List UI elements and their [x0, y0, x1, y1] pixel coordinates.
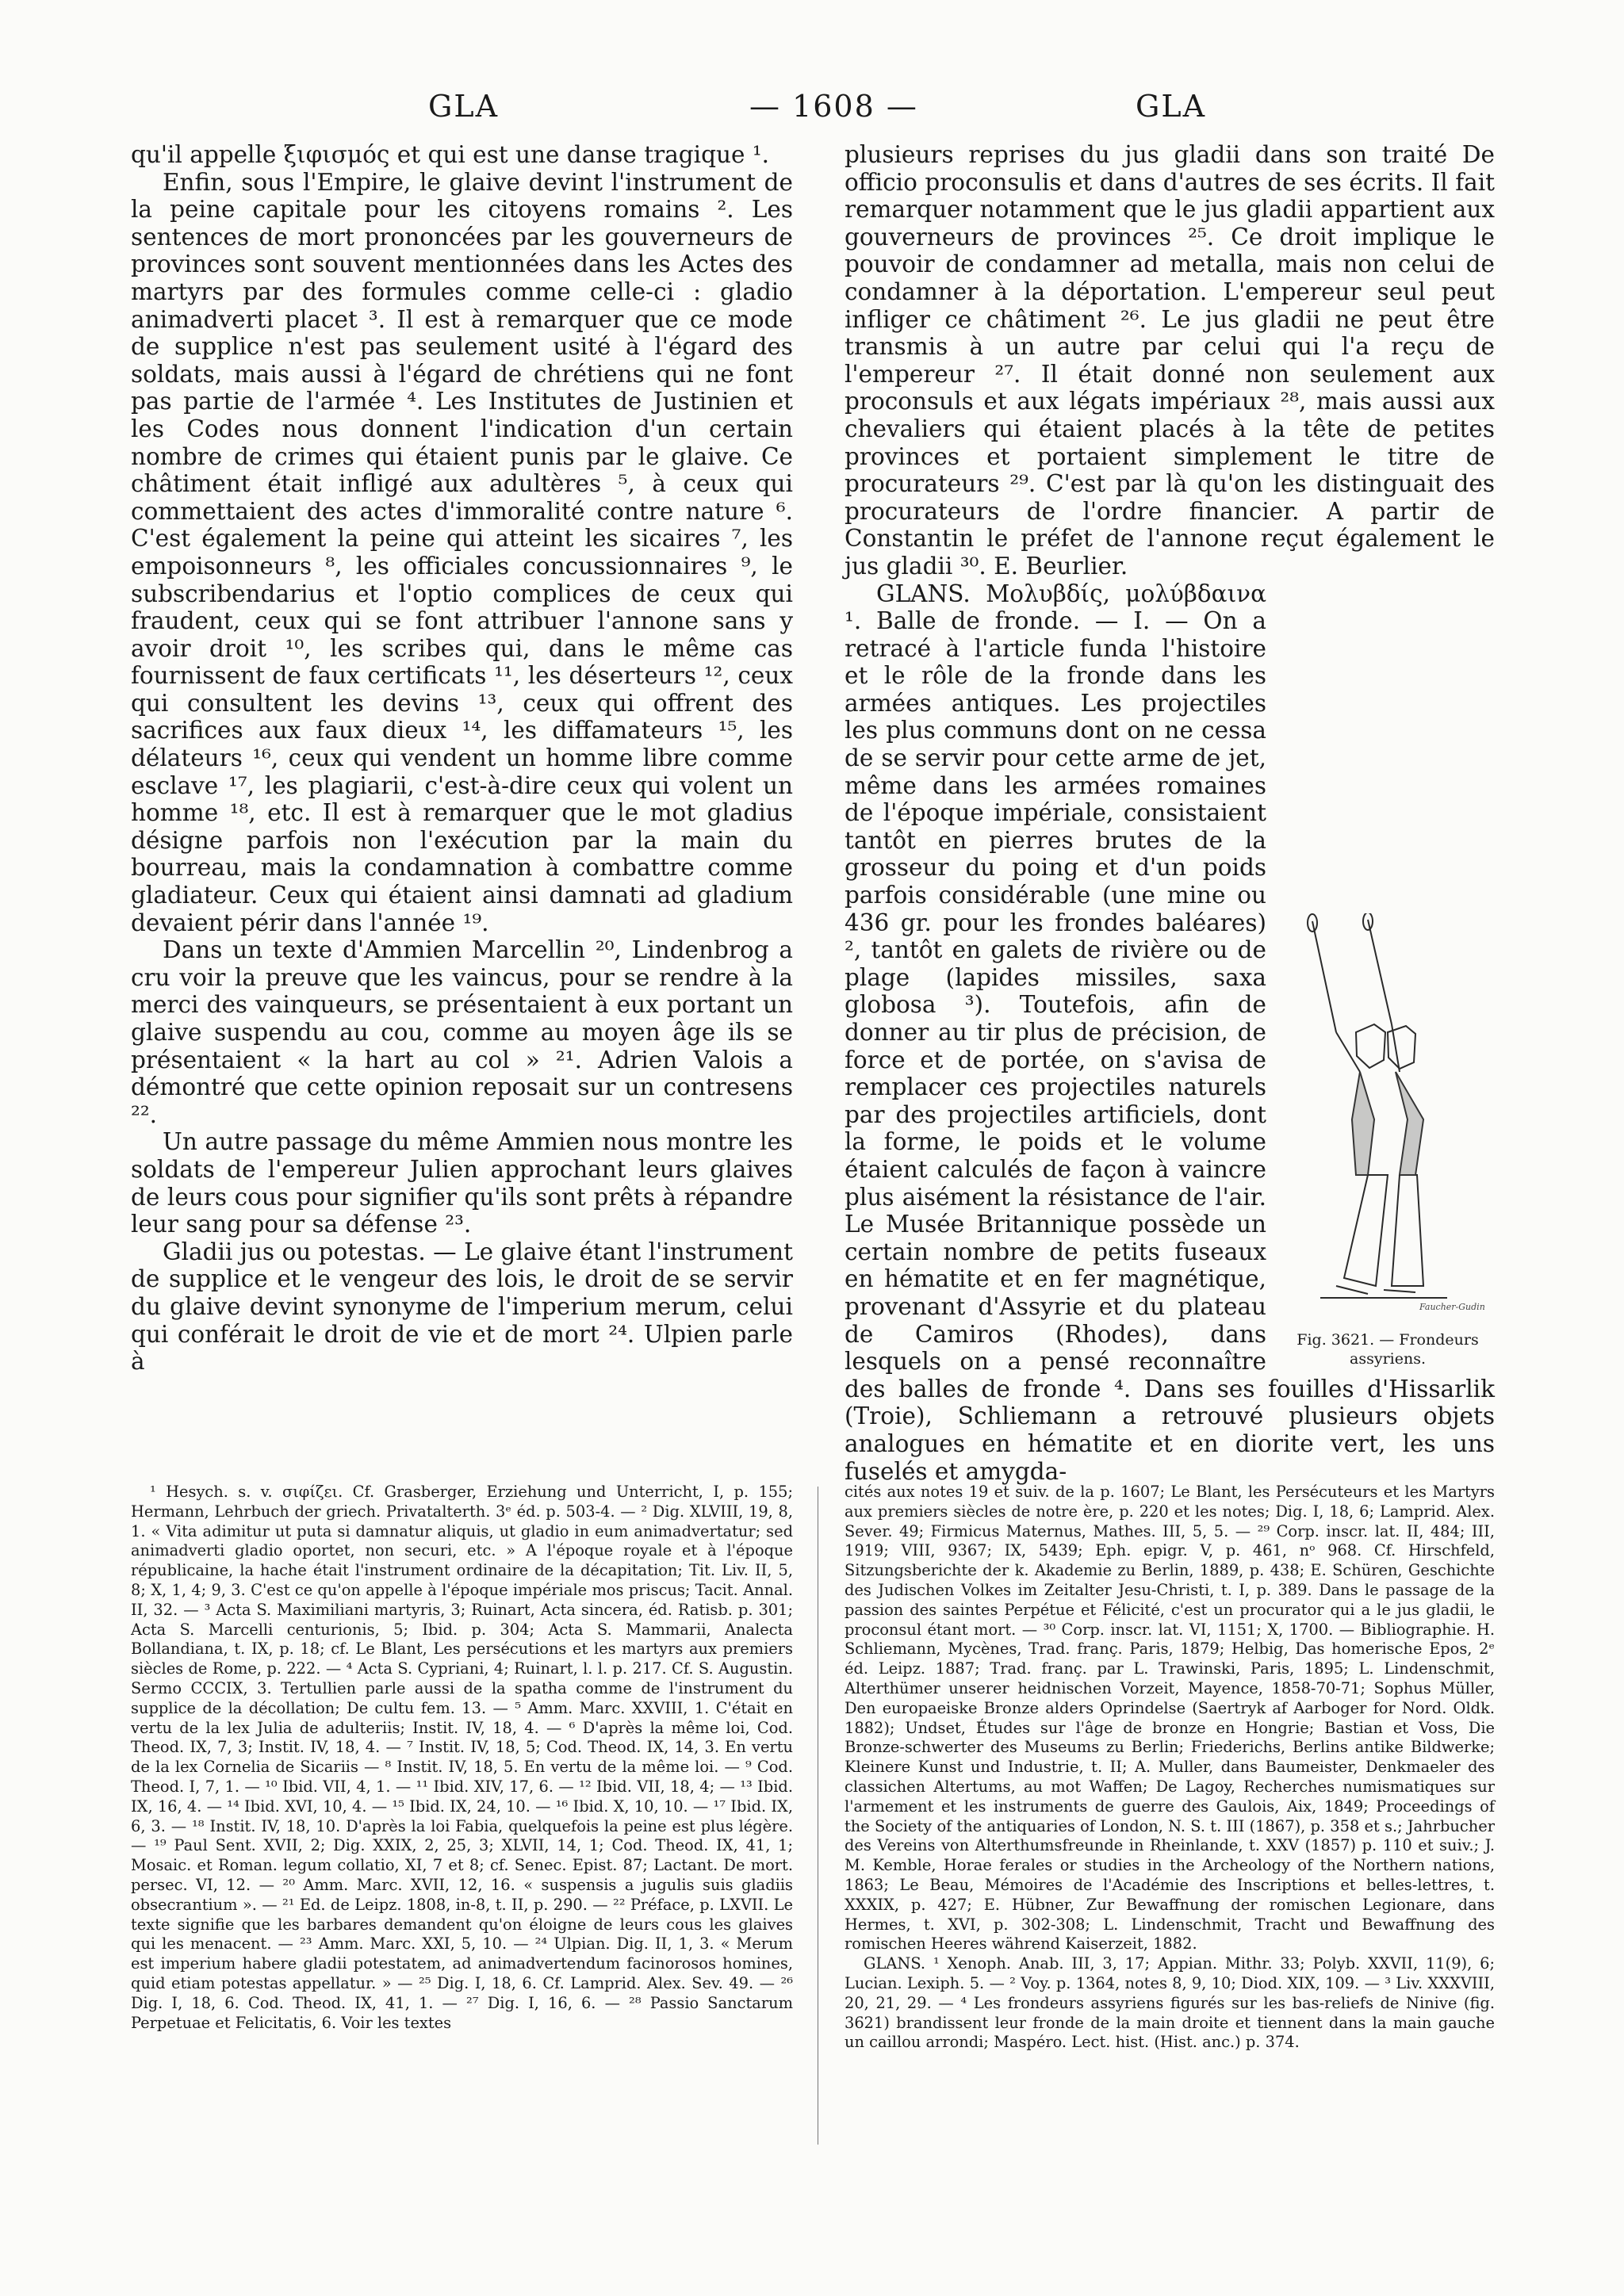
figure-3621: [1281, 913, 1495, 1368]
header-right-word: GLA: [1136, 89, 1207, 124]
header-left-word: GLA: [428, 89, 500, 124]
footnotes-glans: GLANS. ¹ Xenoph. Anab. III, 3, 17; Appian. Mithr. 33; Polyb. XXVII, 11(9), 6; Lucian. Lexiph. 5. — ² Voy. p. 1364, notes 8, 9, 10; Diod. XIX, 109. — ³ Liv. XXXVIII, 20, 21, 29. — ⁴ Les frondeurs assyriens figurés sur les bas-reliefs de Ninive (fig. 3621) brandissent leur fronde de la main droite et tiennent dans la main gauche un caillou arrondi; Maspéro. Lect. hist. (Hist. anc.) p. 374.: [845, 1954, 1495, 2052]
right-paragraph-1: plusieurs reprises du jus gladii dans son traité De officio proconsulis et dans d'autres de ses écrits. Il fait remarquer notamment que le jus gladii appartient aux gouverneurs de provinces ²⁵. Ce droit implique le pouvoir de condamner ad metalla, mais non celui de condamner à la déportation. L'empereur seul peut infliger ce châtiment ²⁶. Le jus gladii ne peut être transmis à un autre par celui qui l'a reçu de l'empereur ²⁷. Il était donné non seulement aux proconsuls et aux légats impériaux ²⁸, mais aussi aux chevaliers qui étaient placés à la tête de petites provinces et portaient simplement le titre de procurateurs ²⁹. C'est par là qu'on les distinguait des procurateurs de l'ordre financier. A partir de Constantin le préfet de l'annone reçut également le jus gladii ³⁰. E. Beurlier.: [845, 141, 1495, 580]
right-paragraph-glans: GLANS. Μολυβδίς, μολύβδαινα ¹. Balle de fronde. — I. — On a retracé à l'article funda l'histoire et le rôle de la fronde dans les armées antiques. Les projectiles les plus communs dont on ne cessa de se servir pour cette arme de jet, même dans les armées romaines de l'époque impériale, consistaient tantôt en pierres brutes de la grosseur du poing et d'un poids parfois considérable (une mine ou 436 gr. pour les frondes baléares) ², tantôt en galets de rivière ou de plage (lapides missiles, saxa globosa ³). Toutefois, afin de donner au tir plus de précision, de force et de portée, on s'avisa de remplacer ces projectiles naturels par des projectiles artificiels, dont la forme, le poids et le volume étaient calculés de façon à vaincre plus aisément la résistance de l'air. Le Musée Britannique possède un certain nombre de petits fuseaux en hématite et en fer magnétique, provenant d'Assyrie et du plateau de Camiros (Rhodes), dans lesquels on a pensé reconnaître des balles de fronde ⁴. Dans ses fouilles d'Hissarlik (Troie), Schliemann a retrouvé plusieurs objets analogues en hématite et en diorite vert, les uns fuselés et amygda-: [845, 580, 1495, 1485]
footnotes-gladius: ¹ Hesych. s. v. σιφίζει. Cf. Grasberger, Erziehung und Unterricht, I, p. 155; Hermann, Lehrbuch der griech. Privatalterth. 3ᵉ éd. p. 503-4. — ² Dig. XLVIII, 19, 8, 1. « Vita adimitur ut puta si damnatur aliquis, ut gladio in eum animadvertatur; sed animadverti gladio oportet, non securi, etc. » A l'époque royale et à l'époque républicaine, la hache était l'instrument ordinaire de la décapitation; Tit. Liv. II, 5, 8; X, 1, 4; 9, 3. C'est ce qu'on appelle à l'époque impériale mos priscus; Tacit. Annal. II, 32. — ³ Acta S. Maximiliani martyris, 3; Ruinart, Acta sincera, éd. Ratisb. p. 301; Acta S. Marcelli centurionis, 5; Ibid. p. 304; Acta S. Mammarii, Analecta Bollandiana, t. IX, p. 18; cf. Le Blant, Les persécutions et les martyrs aux premiers siècles de Rome, p. 222. — ⁴ Acta S. Cypriani, 4; Ruinart, l. l. p. 217. Cf. S. Augustin. Sermo CCCIX, 3. Tertullien parle aussi de la spatha comme de l'instrument du supplice de la décollation; De cultu fem. 13. — ⁵ Amm. Marc. XXVIII, 1. C'était en vertu de la lex Julia de adulteriis; Instit. IV, 18, 4. — ⁶ D'après la même loi, Cod. Theod. IX, 7, 3; Instit. IV, 18, 4. — ⁷ Instit. IV, 18, 5; Cod. Theod. IX, 14, 3. En vertu de la lex Cornelia de Sicariis — ⁸ Instit. IV, 18, 5. En vertu de la même loi. — ⁹ Cod. Theod. I, 7, 1. — ¹⁰ Ibid. VII, 4, 1. — ¹¹ Ibid. XIV, 17, 6. — ¹² Ibid. VII, 18, 4; — ¹³ Ibid. IX, 16, 4. — ¹⁴ Ibid. XVI, 10, 4. — ¹⁵ Ibid. IX, 24, 10. — ¹⁶ Ibid. X, 10, 10. — ¹⁷ Ibid. IX, 6, 3. — ¹⁸ Instit. IV, 18, 10. D'après la loi Fabia, quelquefois la peine est plus légère. — ¹⁹ Paul Sent. XVII, 2; Dig. XXIX, 2, 25, 3; XLVII, 14, 1; Cod. Theod. IX, 41, 1; Mosaic. et Roman. legum collatio, XI, 7 et 8; cf. Senec. Epist. 87; Lactant. De mort. persec. VI, 12. — ²⁰ Amm. Marc. XVII, 12, 16. « suspensis a jugulis suis gladiis obsecrantium ». — ²¹ Ed. de Leipz. 1808, in-8, t. II, p. 290. — ²² Préface, p. LXVII. Le texte signifie que les barbares demandent qu'on éloigne de leurs cous les glaives qui les menacent. — ²³ Amm. Marc. XXI, 5, 10. — ²⁴ Ulpian. Dig. II, 1, 3. « Merum est imperium habere gladii potestatem, ad animadvertendum facinorosos homines, quid etiam potestas appellatur. » — ²⁵ Dig. I, 18, 6. Cf. Lamprid. Alex. Sev. 49. — ²⁶ Dig. I, 18, 6. Cod. Theod. IX, 41, 1. — ²⁷ Dig. I, 16, 6. — ²⁸ Passio Sanctarum Perpetuae et Felicitatis, 6. Voir les textes: [131, 1483, 793, 2032]
left-paragraph-3: Dans un texte d'Ammien Marcellin ²⁰, Lindenbrog a cru voir la preuve que les vaincus, pour se rendre à la merci des vainqueurs, se présentaient à eux portant un glaive suspendu au cou, comme au moyen âge ils se présentaient « la hart au col » ²¹. Adrien Valois a démontré que cette opinion reposait sur un contresens ²².: [131, 936, 793, 1128]
artist-signature: Faucher-Gudin: [1419, 1301, 1485, 1312]
footnotes-left: [131, 1483, 793, 2033]
assyrian-slingers-illustration: [1281, 913, 1495, 1326]
figure-caption: Fig. 3621. — Frondeurs assyriens.: [1297, 1330, 1479, 1368]
left-column: [131, 141, 793, 1376]
footnotes-gladius-continued: cités aux notes 19 et suiv. de la p. 1607; Le Blant, les Persécuteurs et les Martyrs aux premiers siècles de notre ère, p. 220 et les notes; Dig. I, 18, 6; Lamprid. Alex. Sever. 49; Firmicus Maternus, Mathes. III, 5, 5. — ²⁹ Corp. inscr. lat. II, 484; III, 1919; VIII, 9367; IX, 5439; Eph. epigr. V, p. 461, nᵒ 968. Cf. Hirschfeld, Sitzungsberichte der k. Akademie zu Berlin, 1889, p. 438; E. Schüren, Geschichte des Judischen Volkes im Zeitalter Jesu-Christi, t. I, p. 389. Dans le passage de la passion des saintes Perpétue et Félicité, c'est un procurator qui a le jus gladii, le proconsul étant mort. — ³⁰ Corp. inscr. lat. VI, 1151; X, 1700. — Bibliographie. H. Schliemann, Mycènes, Trad. franç. Paris, 1879; Helbig, Das homerische Epos, 2ᵉ éd. Leipz. 1887; Trad. franç. par L. Trawinski, Paris, 1895; L. Lindenschmit, Alterthümer unserer heidnischen Vorzeit, Mayence, 1858-70-71; Sophus Müller, Den europaeiske Bronze alders Oprindelse (Saertryk af Aarboger for Nord. Oldk. 1882); Undset, Études sur l'âge de bronze en Hongrie; Bastian et Voss, Die Bronze-schwerter des Museums zu Berlin; Friederichs, Berlins antike Bildwerke; Kleinere Kunst und Industrie, t. II; A. Muller, dans Baumeister, Denkmaeler des classichen Altertums, au mot Waffen; De Lagoy, Recherches numismatiques sur l'armement et les instruments de guerre des Gaulois, Aix, 1849; Proceedings of the Society of the antiquaries of London, N. S. t. III (1867), p. 358 et s.; Jahrbucher des Vereins von Alterthumsfreunde in Rheinlande, t. XXV (1857) p. 110 et suiv.; J. M. Kemble, Horae ferales or studies in the Archeology of the Northern nations, 1863; Le Beau, Mémoires de l'Académie des Inscriptions et belles-lettres, t. XXXIX, p. 427; E. Hübner, Zur Bewaffnung der romischen Legionare, dans Hermes, t. XVI, p. 302-308; L. Lindenschmit, Tracht und Bewaffnung des romischen Heeres während Kaiserzeit, 1882.: [845, 1483, 1495, 1954]
left-paragraph-5: Gladii jus ou potestas. — Le glaive étant l'instrument de supplice et le vengeur des lois, le droit de se servir du glaive devint synonyme de l'imperium merum, celui qui conférait le droit de vie et de mort ²⁴. Ulpien parle à: [131, 1238, 793, 1376]
left-paragraph-2: Enfin, sous l'Empire, le glaive devint l'instrument de la peine capitale pour les citoyens romains ². Les sentences de mort prononcées par les gouverneurs de provinces sont souvent mentionnées dans les Actes des martyrs par des formules comme celle-ci : gladio animadverti placet ³. Il est à remarquer que ce mode de supplice n'est pas seulement usité à l'égard des soldats, mais aussi à l'égard de chrétiens qui ne font pas partie de l'armée ⁴. Les Institutes de Justinien et les Codes nous donnent l'indication d'un certain nombre de crimes qui étaient punis par le glaive. Ce châtiment était infligé aux adultères ⁵, à ceux qui commettaient des actes d'immoralité contre nature ⁶. C'est également la peine qui atteint les sicaires ⁷, les empoisonneurs ⁸, les officiales concussionnaires ⁹, le subscribendarius et l'optio complices de ceux qui fraudent, ceux qui se font attribuer l'annone sans y avoir droit ¹⁰, les scribes qui, dans le même cas fournissent de faux certificats ¹¹, les déserteurs ¹², ceux qui consultent les devins ¹³, ceux qui offrent des sacrifices aux faux dieux ¹⁴, les diffamateurs ¹⁵, les délateurs ¹⁶, ceux qui vendent un homme libre comme esclave ¹⁷, les plagiarii, c'est-à-dire ceux qui volent un homme ¹⁸, etc. Il est à remarquer que le mot gladius désigne parfois non l'exécution par la main du bourreau, mais la condamnation à combattre comme gladiateur. Ceux qui étaient ainsi damnati ad gladium devaient périr dans l'année ¹⁹.: [131, 168, 793, 936]
page-header: [0, 89, 1624, 136]
footnotes-right: [845, 1483, 1495, 2053]
page-number: — 1608 —: [749, 89, 918, 124]
left-paragraph-4: Un autre passage du même Ammien nous montre les soldats de l'empereur Julien approchant leurs glaives de leurs cous pour signifier qu'ils sont prêts à répandre leur sang pour sa défense ²³.: [131, 1128, 793, 1238]
right-column: [845, 141, 1495, 1485]
left-paragraph-1: qu'il appelle ξιφισμός et qui est une danse tragique ¹.: [131, 141, 770, 168]
